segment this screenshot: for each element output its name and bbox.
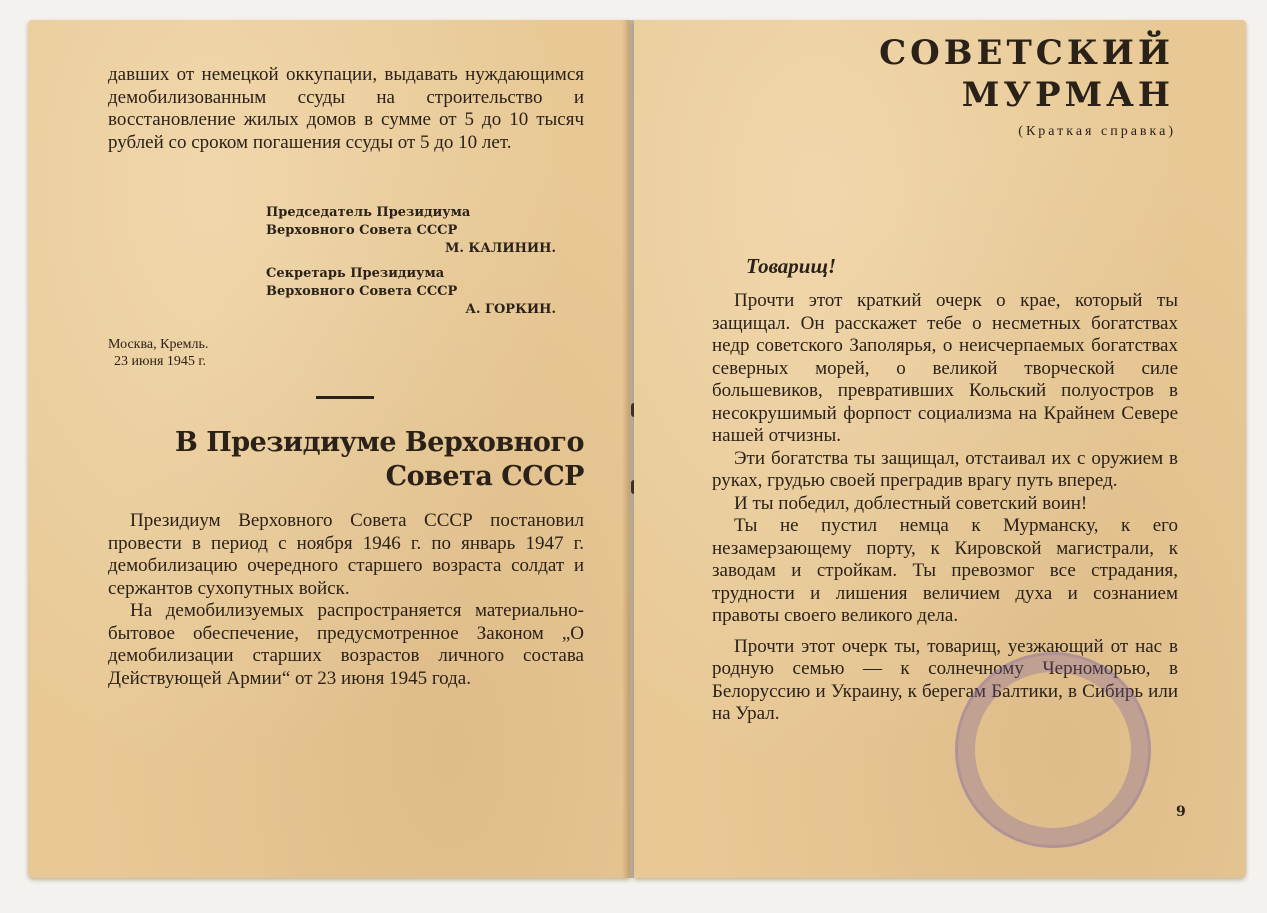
right-page [634,20,1246,878]
signature-name: М. КАЛИНИН. [444,241,556,256]
signature-title: Председатель Президиума [266,205,471,220]
continuation-paragraph: давших от немецкой оккупации, выдавать нуждающимся демобилизованным ссуды на строительство и восстановление жилых домов в сумме от 5 до 10 тысяч рублей со сроком погашения ссуды от 5 до 10 лет. [108,64,584,153]
signature-body: Верховного Совета СССР [266,284,458,299]
signature-kalinin [266,204,556,258]
place-date [108,336,208,370]
article-paragraph: И ты победил, доблестный советский воин! [734,492,1088,514]
booklet-title [794,32,1174,116]
decree-paragraph: Президиум Верховного Совета СССР постановил провести в период с ноября 1946 г. по январь 1947 г. демобилизацию очередного старшего возраста солдат и сержантов сухопутных войск. [108,510,584,599]
signature-name: А. ГОРКИН. [465,302,556,317]
decree-paragraph: На демобилизуемых распространяется материально-бытовое обеспечение, предусмотренное Законом „О демобилизации старших возрастов личного состава Действующей Армии“ от 23 июня 1945 года. [108,600,584,689]
section-divider [316,396,374,399]
page-number: 9 [1176,804,1186,820]
article-paragraph: Прочти этот очерк ты, товарищ, уезжающий от нас в родную семью — к солнечному Черноморью, в Белоруссию и Украину, к берегам Балтики, в Сибирь или на Урал. [712,635,1178,724]
date: 23 июня 1945 г. [114,354,207,369]
title-line-1: СОВЕТСКИЙ [879,33,1174,73]
left-page [28,20,630,878]
place: Москва, Кремль. [108,337,209,352]
signature-body: Верховного Совета СССР [266,223,458,238]
greeting: Товарищ! [746,254,837,278]
section-heading [108,426,584,494]
signature-gorkin [266,265,556,319]
article-paragraph: Прочти этот краткий очерк о крае, который ты защищал. Он расскажет тебе о несметных богатствах недр советского Заполярья, о неисчерпаемых богатствах северных морей, о великой творческой силе большевиков, превративших Кольский полуостров в несокрушимый форпост социализма на Крайнем Севере нашей отчизны. [712,290,1178,446]
heading-line-2: Совета СССР [385,461,584,492]
heading-line-1: В Президиуме Верховного [175,427,584,458]
article-paragraph: Ты не пустил немца к Мурманску, к его незамерзающему порту, к Кировской магистрали, к заводам и стройкам. Ты превозмог все страдания, трудности и лишения величием духа и сознанием правоты своего великого дела. [712,515,1178,626]
article-paragraph: Эти богатства ты защищал, отстаивал их с оружием в руках, грудью своей преградив врагу путь вперед. [712,447,1178,491]
article-text [712,290,1178,726]
title-line-2: МУРМАН [961,75,1174,115]
signature-title: Секретарь Президиума [266,266,445,281]
continuation-text [108,64,584,154]
booklet-spread [28,20,1246,882]
booklet-subtitle: (Краткая справка) [1018,124,1176,139]
decree-text [108,510,584,690]
